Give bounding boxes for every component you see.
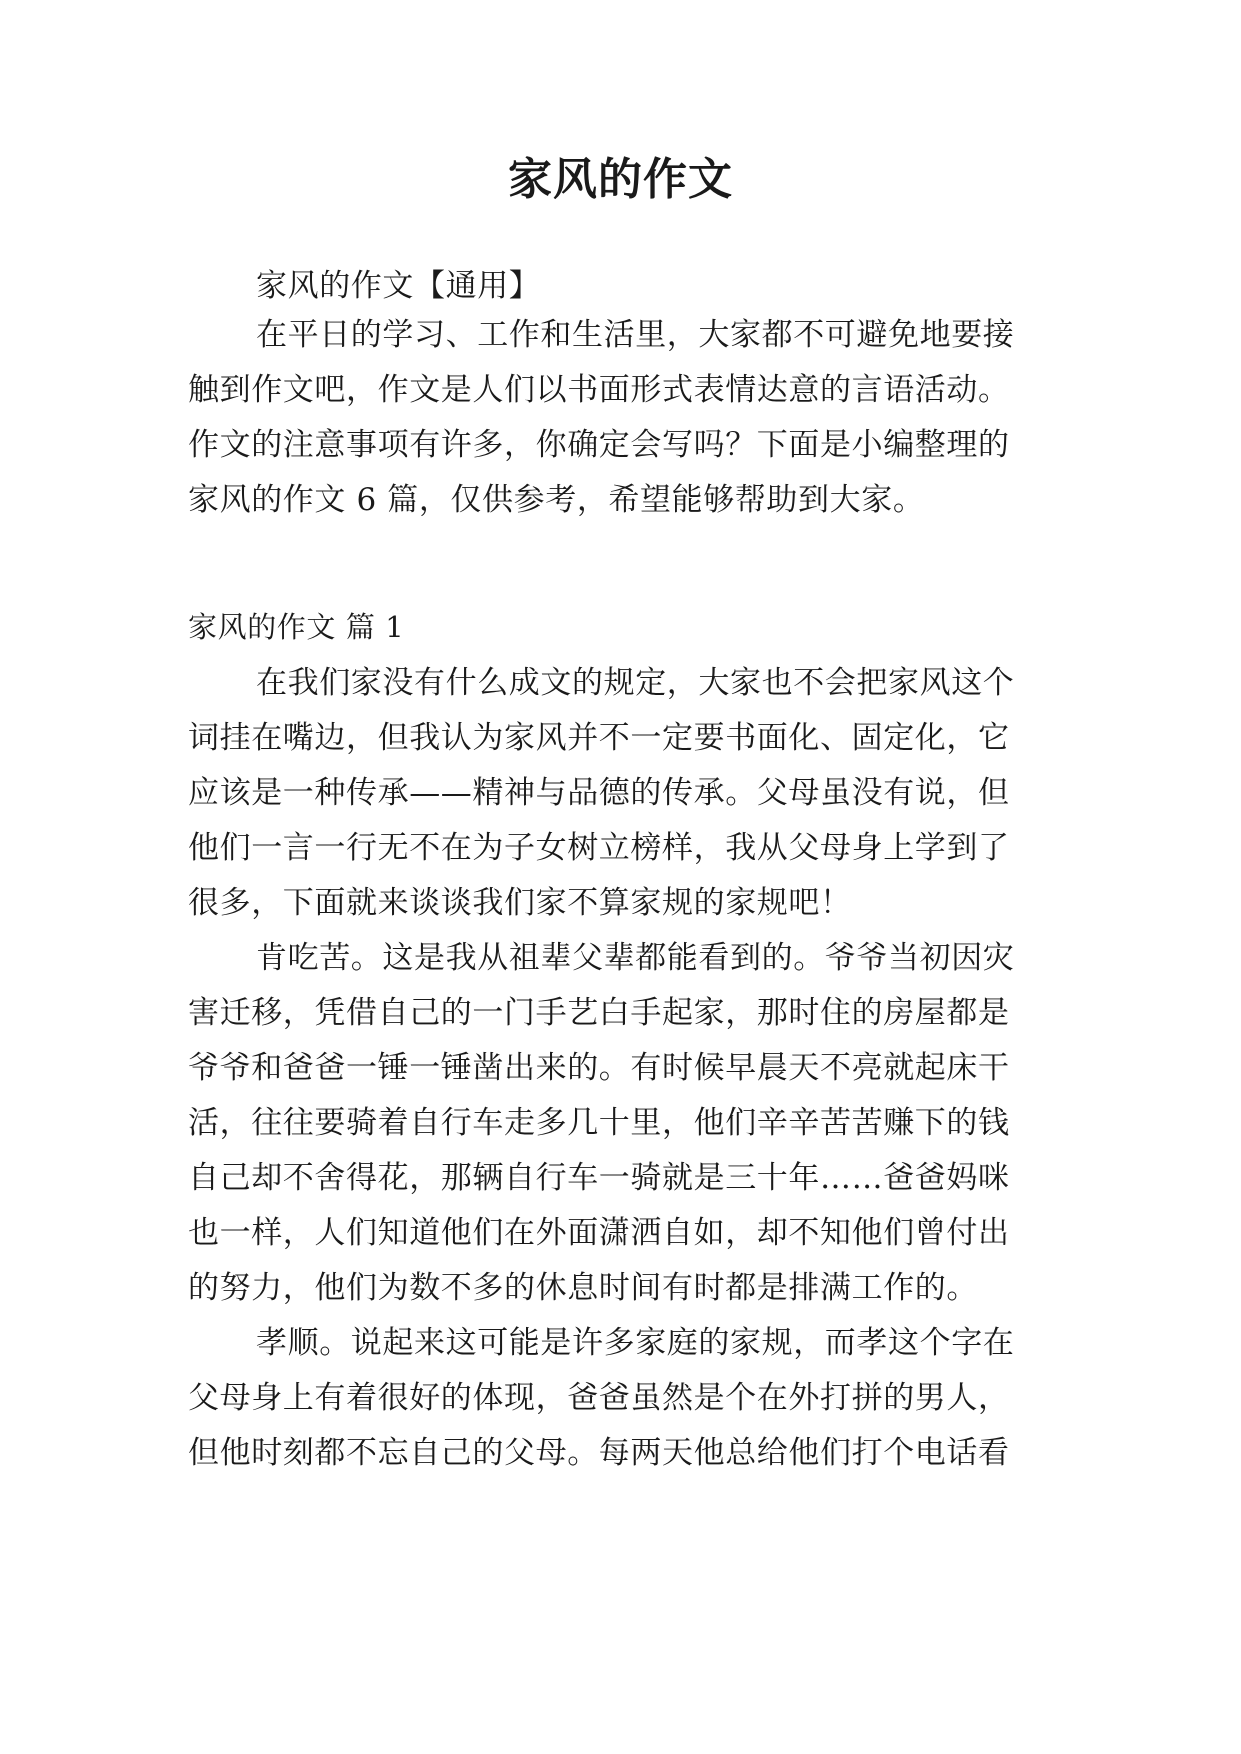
section-heading: 家风的作文 篇 1 <box>188 610 405 644</box>
paragraph-line: 孝顺。说起来这可能是许多家庭的家规，而孝这个字在 <box>256 1325 1015 1361</box>
paragraph-line: 在我们家没有什么成文的规定，大家也不会把家风这个 <box>256 665 1015 701</box>
paragraph-line: 但他时刻都不忘自己的父母。每两天他总给他们打个电话看 <box>188 1435 1010 1471</box>
intro-line: 在平日的学习、工作和生活里，大家都不可避免地要接 <box>256 317 1015 353</box>
paragraph-line: 活，往往要骑着自行车走多几十里，他们辛辛苦苦赚下的钱 <box>188 1105 1010 1141</box>
paragraph-line: 词挂在嘴边，但我认为家风并不一定要书面化、固定化，它 <box>188 720 1010 756</box>
paragraph-line: 很多，下面就来谈谈我们家不算家规的家规吧！ <box>188 885 852 921</box>
paragraph-line: 爷爷和爸爸一锤一锤凿出来的。有时候早晨天不亮就起床干 <box>188 1050 1010 1086</box>
paragraph-line: 害迁移，凭借自己的一门手艺白手起家，那时住的房屋都是 <box>188 995 1010 1031</box>
paragraph-line: 也一样，人们知道他们在外面潇洒自如，却不知他们曾付出 <box>188 1215 1010 1251</box>
intro-line: 家风的作文 6 篇，仅供参考，希望能够帮助到大家。 <box>188 482 925 518</box>
paragraph-line: 他们一言一行无不在为子女树立榜样，我从父母身上学到了 <box>188 830 1010 866</box>
paragraph-line: 应该是一种传承——精神与品德的传承。父母虽没有说，但 <box>188 775 1010 811</box>
intro-line: 触到作文吧，作文是人们以书面形式表情达意的言语活动。 <box>188 372 1010 408</box>
document-subtitle: 家风的作文【通用】 <box>256 268 541 304</box>
paragraph-line: 肯吃苦。这是我从祖辈父辈都能看到的。爷爷当初因灾 <box>256 940 1015 976</box>
paragraph-line: 的努力，他们为数不多的休息时间有时都是排满工作的。 <box>188 1270 978 1306</box>
document-title: 家风的作文 <box>508 154 733 205</box>
paragraph-line: 自己却不舍得花，那辆自行车一骑就是三十年……爸爸妈咪 <box>188 1160 1010 1196</box>
intro-line: 作文的注意事项有许多，你确定会写吗？下面是小编整理的 <box>188 427 1010 463</box>
paragraph-line: 父母身上有着很好的体现，爸爸虽然是个在外打拼的男人， <box>188 1380 1010 1416</box>
